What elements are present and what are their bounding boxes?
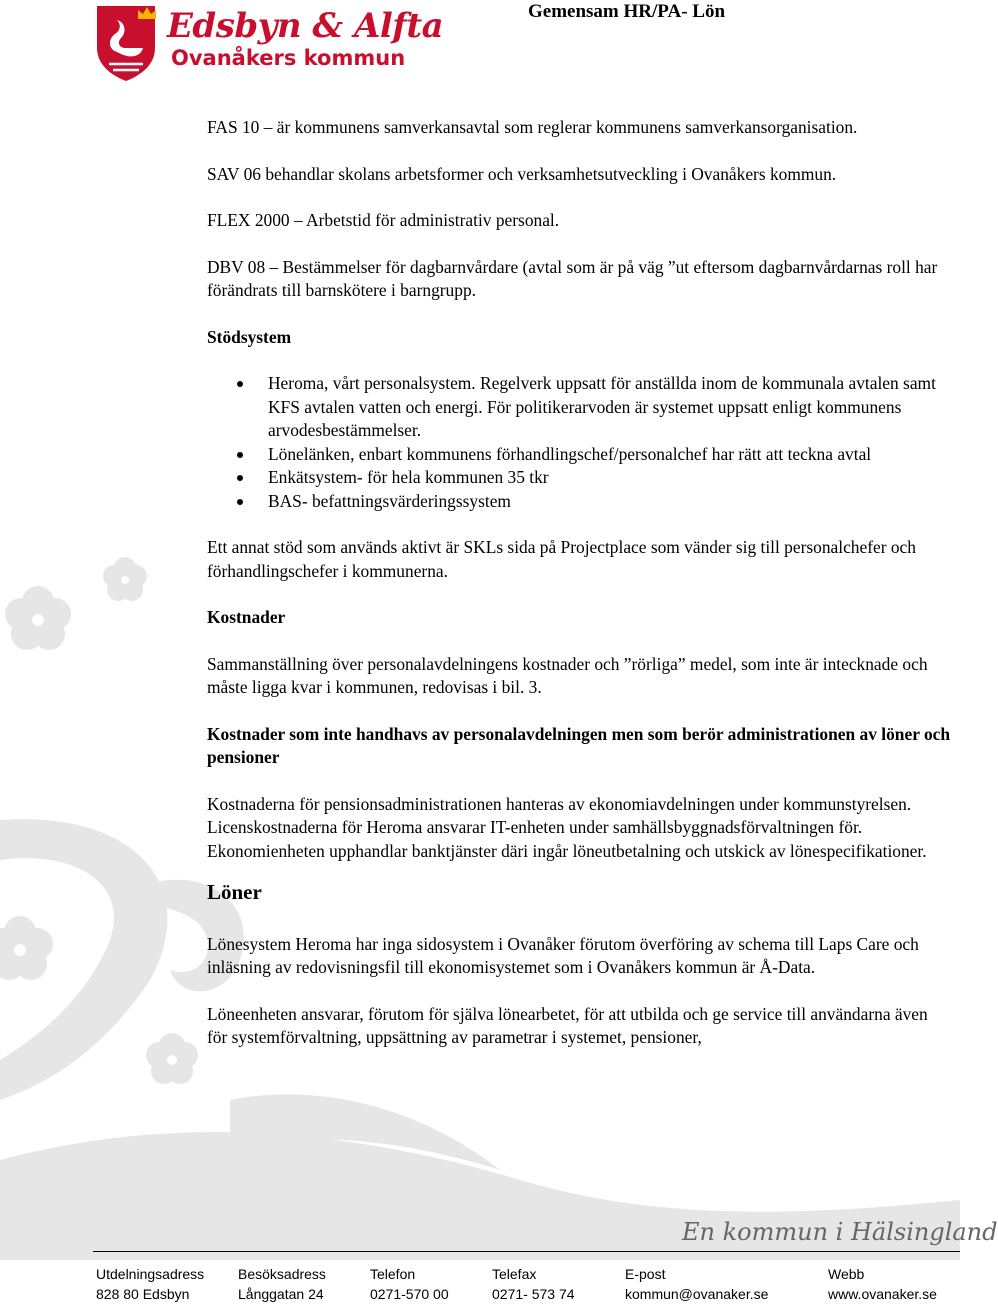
footer-telefon bbox=[370, 1263, 449, 1304]
paragraph-fas10: FAS 10 – är kommunens samverkansavtal som reglerar kommunens samverkansorganisation. bbox=[207, 117, 858, 137]
footer-label: Telefax bbox=[492, 1266, 537, 1282]
list-item: BAS- befattningsvärderingssystem bbox=[207, 490, 952, 514]
flower-icon bbox=[146, 1033, 198, 1084]
paragraph-loneenheten: Löneenheten ansvarar, förutom för själva lönearbetet, för att utbilda och ge service till användarna även för systemförvaltning, uppsättning av parametrar i systemet, pensioner, bbox=[207, 1003, 928, 1047]
footer-label: E-post bbox=[625, 1266, 666, 1282]
footer-epost bbox=[625, 1263, 768, 1304]
footer-label: Telefon bbox=[370, 1266, 416, 1282]
paragraph-pensionsadministration: Kostnaderna för pensionsadministrationen hanteras av ekonomiavdelningen under kommunstyrelsen. bbox=[207, 793, 912, 814]
logo-wordmark: Edsbyn & Alfta bbox=[167, 6, 444, 46]
signature-tagline: En kommun i Hälsingland bbox=[682, 1218, 998, 1246]
paragraph-licenskostnader: Licenskostnaderna för Heroma ansvarar IT-enheten under samhällsbyggnadsförvaltningen för. bbox=[207, 817, 863, 837]
heading-loner: Löner bbox=[207, 880, 262, 904]
flower-icon bbox=[5, 586, 71, 650]
footer-label: Utdelningsadress bbox=[96, 1266, 205, 1282]
crown-icon bbox=[137, 6, 157, 20]
heading-kostnader: Kostnader bbox=[207, 607, 286, 627]
list-item: Lönelänken, enbart kommunens förhandlingschef/personalchef har rätt att teckna avtal bbox=[207, 443, 952, 467]
list-item: Heroma, vårt personalsystem. Regelverk uppsatt för anställda inom de kommunala avtalen samt KFS avtalen vatten och energi. För politikerarvoden är systemet uppsatt enligt kommunens arvodesbestämmelser. bbox=[207, 372, 952, 443]
footer-label: Besöksadress bbox=[238, 1266, 326, 1282]
paragraph-flex2000: FLEX 2000 – Arbetstid för administrativ personal. bbox=[207, 210, 560, 230]
paragraph-lonesystem: Lönesystem Heroma har inga sidosystem i Ovanåker förutom överföring av schema till Laps Care och inläsning av redovisningsfil till ekonomisystemet som i Ovanåkers kommun är Å-Data. bbox=[207, 933, 919, 977]
document-title: Gemensam HR/PA- Lön bbox=[528, 1, 726, 22]
paragraph-sav06: SAV 06 behandlar skolans arbetsformer och verksamhetsutveckling i Ovanåkers kommun. bbox=[207, 163, 837, 184]
footer-value: 0271- 573 74 bbox=[492, 1286, 575, 1302]
heading-stodsystem: Stödsystem bbox=[207, 326, 292, 347]
footer-utdelningsadress bbox=[96, 1263, 204, 1304]
footer-label: Webb bbox=[828, 1266, 865, 1282]
flower-icon bbox=[0, 916, 53, 980]
paragraph-dbv08: DBV 08 – Bestämmelser för dagbarnvårdare (avtal som är på väg ”ut eftersom dagbarnvårdarnas roll har förändrats till barnskötere i barngrupp. bbox=[207, 256, 938, 300]
list-item: Enkätsystem- för hela kommunen 35 tkr bbox=[207, 466, 952, 490]
footer-value: kommun@ovanaker.se bbox=[625, 1286, 769, 1302]
footer-value: www.ovanaker.se bbox=[828, 1286, 937, 1302]
footer-value: Långgatan 24 bbox=[238, 1286, 324, 1302]
stodsystem-list bbox=[207, 372, 952, 513]
footer-besoksadress bbox=[238, 1263, 326, 1304]
footer-divider bbox=[93, 1251, 960, 1252]
document-body bbox=[207, 116, 952, 1050]
paragraph-projectplace: Ett annat stöd som används aktivt är SKLs sida på Projectplace som vänder sig till personalchefer och förhandlingschefer i kommunerna. bbox=[207, 537, 916, 581]
paragraph-sammanstallning: Sammanställning över personalavdelningens kostnader och ”rörliga” medel, som inte är intecknade och måste ligga kvar i kommunen, redovisas i bil. 3. bbox=[207, 653, 928, 697]
footer-value: 828 80 Edsbyn bbox=[96, 1286, 190, 1302]
heading-kostnader-ej-personal: Kostnader som inte handhavs av personalavdelningen men som berör administrationen av löner och pensioner bbox=[207, 723, 951, 767]
footer-telefax bbox=[492, 1263, 575, 1304]
flower-icon bbox=[103, 557, 147, 601]
logo-subtitle: Ovanåkers kommun bbox=[171, 46, 406, 70]
municipality-logo bbox=[95, 4, 444, 84]
footer-value: 0271-570 00 bbox=[370, 1286, 449, 1302]
footer-webb bbox=[828, 1263, 937, 1304]
paragraph-banktjanster: Ekonomienheten upphandlar banktjänster däri ingår löneutbetalning och utskick av lönespecifikationer. bbox=[207, 840, 927, 861]
